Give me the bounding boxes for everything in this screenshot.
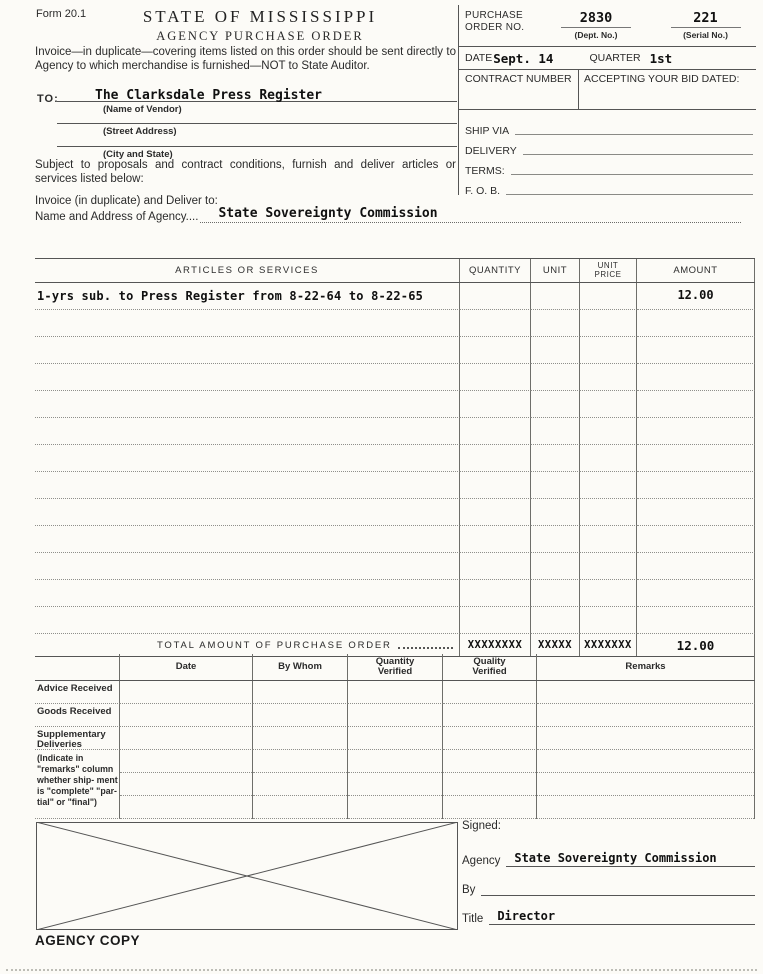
terms-label: TERMS: <box>465 165 505 177</box>
items-empty-row <box>35 445 755 472</box>
title-block <box>88 7 432 44</box>
header-remarks: Remarks <box>537 654 755 680</box>
purchase-order-label: PURCHASE ORDER NO. <box>465 10 525 33</box>
header-amount: AMOUNT <box>637 259 755 282</box>
signature-block <box>462 820 755 925</box>
voided-area-box <box>36 822 458 930</box>
order-info-panel <box>458 5 756 195</box>
item-description-cell <box>35 283 460 310</box>
street-address-caption: (Street Address) <box>103 126 177 137</box>
terms-field <box>465 157 756 177</box>
item-quantity-cell <box>460 283 531 310</box>
items-empty-row <box>35 526 755 553</box>
item-unit-cell <box>531 283 580 310</box>
remarks-note-row <box>35 750 755 819</box>
date-label: DATE <box>465 52 493 64</box>
total-unit-fill: XXXXX <box>531 634 580 656</box>
items-empty-row <box>35 310 755 337</box>
city-state-line <box>57 146 457 147</box>
signature-agency-value: State Sovereignty Commission <box>514 851 717 865</box>
vendor-name-line <box>57 86 457 102</box>
quarter-value: 1st <box>649 50 673 66</box>
void-cross-mark <box>36 822 458 930</box>
scan-perforation-edge <box>6 969 757 971</box>
verification-header-row <box>35 654 755 681</box>
item-description: 1-yrs sub. to Press Register from 8-22-64 to 8-22-65 <box>37 289 424 303</box>
signature-title-line <box>489 909 755 925</box>
invoice-deliver-label: Invoice (in duplicate) and Deliver to: <box>35 195 218 207</box>
delivery-blank-line <box>523 154 753 155</box>
ship-via-blank-line <box>515 134 753 135</box>
items-empty-rows <box>35 310 755 634</box>
agency-name-field <box>35 206 741 223</box>
copy-designation: AGENCY COPY <box>35 933 141 948</box>
total-quantity-fill: XXXXXXXX <box>460 634 531 656</box>
delivery-label: DELIVERY <box>465 145 517 157</box>
total-amount-cell <box>637 634 755 656</box>
ship-via-label: SHIP VIA <box>465 125 510 137</box>
street-address-line <box>57 123 457 124</box>
items-empty-row <box>35 580 755 607</box>
agency-name-line <box>200 206 741 223</box>
items-empty-row <box>35 607 755 634</box>
page-subtitle: AGENCY PURCHASE ORDER <box>156 29 364 43</box>
fob-blank-line <box>506 194 753 195</box>
total-unit-price-fill: XXXXXXX <box>580 634 637 656</box>
delivery-field <box>465 137 756 157</box>
items-table <box>35 258 755 657</box>
vendor-address-block <box>35 86 456 158</box>
total-amount: 12.00 <box>676 637 715 653</box>
items-empty-row <box>35 418 755 445</box>
dept-number-value: 2830 <box>561 10 631 28</box>
goods-received-label: Goods Received <box>35 704 120 727</box>
form-number: Form 20.1 <box>36 8 87 20</box>
item-amount-cell <box>637 283 755 310</box>
to-label: TO: <box>37 93 59 105</box>
header-date: Date <box>120 654 253 680</box>
items-empty-row <box>35 472 755 499</box>
page-title: STATE OF MISSISSIPPI <box>142 7 378 26</box>
signature-agency-label: Agency <box>462 855 501 867</box>
supplementary-deliveries-label: Supplementary Deliveries <box>35 727 120 750</box>
header-quantity: QUANTITY <box>460 259 531 282</box>
total-label: TOTAL AMOUNT OF PURCHASE ORDER <box>157 639 392 651</box>
signature-title-label: Title <box>462 913 484 925</box>
signature-by-line <box>481 894 755 896</box>
header-quality-verified: Quality Verified <box>443 654 537 680</box>
signature-agency-line <box>506 851 755 867</box>
signature-by-label: By <box>462 884 476 896</box>
remarks-note: (Indicate in "remarks" column whether ship- ment is "complete" "par- tial" or "final") <box>35 750 120 819</box>
supplementary-deliveries-row <box>35 727 755 750</box>
vendor-name-caption: (Name of Vendor) <box>103 104 182 115</box>
items-empty-row <box>35 553 755 580</box>
advice-received-label: Advice Received <box>35 681 120 704</box>
date-quarter-row <box>459 47 756 70</box>
serial-number-group <box>659 9 752 40</box>
items-empty-row <box>35 391 755 418</box>
date-value: Sept. 14 <box>493 50 554 66</box>
items-header-row <box>35 259 755 283</box>
fob-label: F. O. B. <box>465 185 501 197</box>
goods-received-row <box>35 704 755 727</box>
verification-corner-cell <box>35 654 120 680</box>
subject-text: Subject to proposals and contract conditions, furnish and deliver articles or services listed below: <box>35 159 456 185</box>
verification-table <box>35 654 755 819</box>
header-articles-or-services: ARTICLES OR SERVICES <box>35 259 460 282</box>
agency-name-label: Name and Address of Agency.... <box>35 211 199 223</box>
signature-by-field <box>462 872 755 896</box>
serial-number-caption: (Serial No.) <box>683 30 728 40</box>
header-by-whom: By Whom <box>253 654 348 680</box>
item-unit-price-cell <box>580 283 637 310</box>
signature-title-field <box>462 901 755 925</box>
terms-blank-line <box>511 174 753 175</box>
contract-row <box>459 70 756 110</box>
advice-received-row <box>35 681 755 704</box>
item-amount: 12.00 <box>677 288 714 302</box>
leader-dots <box>398 647 453 649</box>
signature-title-value: Director <box>497 909 556 923</box>
city-state-caption: (City and State) <box>103 149 173 160</box>
dept-number-group <box>537 9 655 40</box>
accepting-bid-field: ACCEPTING YOUR BID DATED: <box>584 73 740 85</box>
items-empty-row <box>35 499 755 526</box>
vendor-name-value: The Clarksdale Press Register <box>95 88 322 103</box>
header-unit-price: UNIT PRICE <box>580 259 637 282</box>
header-quantity-verified: Quantity Verified <box>348 654 443 680</box>
total-label-cell <box>35 634 460 656</box>
serial-number-value: 221 <box>671 10 741 28</box>
items-empty-row <box>35 364 755 391</box>
items-empty-row <box>35 337 755 364</box>
signed-label: Signed: <box>462 820 502 832</box>
dept-number-caption: (Dept. No.) <box>574 30 618 40</box>
agency-name-value: State Sovereignty Commission <box>218 206 438 221</box>
invoice-instructions: Invoice—in duplicate—covering items listed on this order should be sent directly to Agency to which merchandise is furnished—NOT to State Auditor. <box>35 46 456 72</box>
ship-via-field <box>465 117 756 137</box>
purchase-order-number-row <box>459 5 756 47</box>
shipping-fields <box>459 110 756 197</box>
items-row <box>35 283 755 310</box>
signature-agency-field <box>462 843 755 867</box>
contract-number-field: CONTRACT NUMBER <box>459 70 579 109</box>
header-unit: UNIT <box>531 259 580 282</box>
quarter-label: QUARTER <box>589 52 641 64</box>
fob-field <box>465 177 756 197</box>
